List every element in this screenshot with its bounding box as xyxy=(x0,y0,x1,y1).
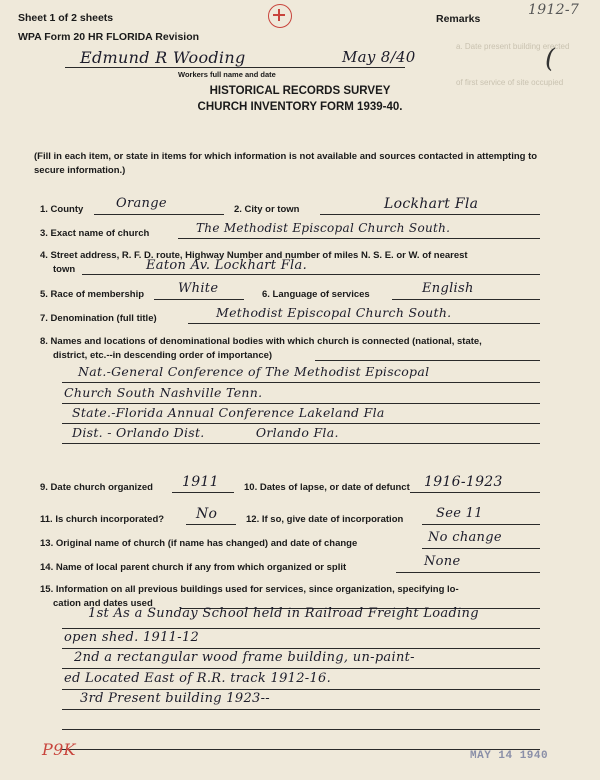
buildings-line-1: 1st As a Sunday School held in Railroad Freight Loading xyxy=(88,606,479,621)
denomination-label: 7. Denomination (full title) xyxy=(40,313,157,324)
buildings-line-2: open shed. 1911-12 xyxy=(64,630,200,645)
city-label: 2. City or town xyxy=(234,204,300,215)
lapse-value: 1916-1923 xyxy=(424,474,503,490)
buildings-line-4: ed Located East of R.R. track 1912-16. xyxy=(64,671,332,686)
church-name-value: The Methodist Episcopal Church South. xyxy=(196,221,451,235)
street-value: Eaton Av. Lockhart Fla. xyxy=(146,258,307,273)
denomination-value: Methodist Episcopal Church South. xyxy=(216,305,452,320)
church-name-label: 3. Exact name of church xyxy=(40,228,150,239)
form-id: WPA Form 20 HR FLORIDA Revision xyxy=(18,31,200,43)
organized-value: 1911 xyxy=(182,474,219,490)
red-circle-mark xyxy=(268,4,292,28)
language-value: English xyxy=(422,281,474,296)
form-title: CHURCH INVENTORY FORM 1939-40. xyxy=(197,101,403,113)
county-value: Orange xyxy=(116,196,167,211)
remarks-heading: Remarks xyxy=(436,13,481,25)
received-date-stamp: MAY 14 1940 xyxy=(470,750,549,762)
buildings-label: 15. Information on all previous buildings used for services, since organization, specifying lo- xyxy=(40,584,459,595)
parent-label: 14. Name of local parent church if any from which organized or split xyxy=(40,562,347,573)
corner-note: 1912-7 xyxy=(528,2,580,18)
incorporated-label: 11. Is church incorporated? xyxy=(40,514,165,525)
signature-line xyxy=(65,67,405,68)
sheet-count: Sheet 1 of 2 sheets xyxy=(18,12,114,24)
street-label-town: town xyxy=(53,264,76,275)
bodies-label-2: district, etc.--in descending order of importance) xyxy=(53,350,273,361)
buildings-line-3: 2nd a rectangular wood frame building, un-paint- xyxy=(74,650,415,665)
remarks-mark: ( xyxy=(545,44,556,74)
worker-date: May 8/40 xyxy=(342,48,416,66)
race-label: 5. Race of membership xyxy=(40,289,145,300)
lapse-label: 10. Dates of lapse, or date of defunct xyxy=(244,482,410,493)
worker-label: Workers full name and date xyxy=(178,70,276,79)
bodies-line-2: Church South Nashville Tenn. xyxy=(64,385,263,400)
organized-label: 9. Date church organized xyxy=(40,482,153,493)
instructions: (Fill in each item, or state in items for which information is not available and sources contacted in attempting to secure information.) xyxy=(34,151,538,176)
incorporated-value: No xyxy=(196,506,218,522)
worker-signature: Edmund R Wooding xyxy=(80,48,246,67)
red-pencil-mark: P9K xyxy=(42,740,76,759)
bodies-line-3: State.-Florida Annual Conference Lakeland Fla xyxy=(72,405,385,420)
incorp-date-value: See 11 xyxy=(436,506,483,521)
language-label: 6. Language of services xyxy=(262,289,370,300)
street-label: 4. Street address, R. F. D. route, Highway Number and number of miles N. S. E. or W. of nearest xyxy=(40,250,468,261)
document-page: Sheet 1 of 2 sheets WPA Form 20 HR FLORIDA Revision Remarks 1912-7 ( Edmund R Wooding May 8/40 Workers full name and date HISTORICAL RECORDS SURVEY CHURCH INVENTORY FORM 1939-40. a. Date present building erected of first service of site occupied (Fill in each item, or state in items for which information is not available and sources contacted in attempting to secure information.) 1. County Orange 2. City or town Lockhart Fla 3. Exact name of church The Methodist Episcopal Church South. 4. Street address, R. F. D. route, Highway Number and number of miles N. S. E. or W. of nearest town Eaton Av. Lockhart Fla. 5. Race of membership White 6. Language of services English 7. Denomination (full title) Methodist Episcopal Church South. 8. Names and locations of denominational bodies with which church is connected (national, state, district, etc.--in descending order of importance) Nat.-General Conference of The Methodist Episcopal Church South Nashville Tenn. State.-Florida Annual Conference Lakeland Fla Dist. - Orlando Dist. Orlando Fla. 9. Date church organized 1911 10. Dates of lapse, or date of defunct 1916-1923 11. Is church incorporated? No 12. If so, give date of incorporation See 11 13. Original name of church (if name has changed) and date of change No change 14. Name of local parent church if any from which organized or split None 15. Information on all previous buildings used for services, since organization, specifying lo- cation and dates used 1st As a Sunday School held in Railroad Freight Loading open shed. 1911-12 2nd a rectangular wood frame building, un-paint- ed Located East of R.R. track 1912-16. 3rd Present building 1923-- P9K MAY 14 1940 xyxy=(0,0,600,780)
bodies-line-1: Nat.-General Conference of The Methodist Episcopal xyxy=(78,364,430,379)
county-label: 1. County xyxy=(40,204,84,215)
original-name-value: No change xyxy=(428,530,502,545)
original-name-label: 13. Original name of church (if name has changed) and date of change xyxy=(40,538,358,549)
incorp-date-label: 12. If so, give date of incorporation xyxy=(246,514,404,525)
bodies-line-4: Dist. - Orlando Dist. Orlando Fla. xyxy=(72,425,339,440)
survey-title: HISTORICAL RECORDS SURVEY xyxy=(209,85,391,97)
parent-value: None xyxy=(424,554,461,569)
buildings-label-2: cation and dates used xyxy=(53,598,153,609)
race-value: White xyxy=(178,281,219,296)
bodies-label: 8. Names and locations of denominational bodies with which church is connected (national, state, xyxy=(40,336,482,347)
city-value: Lockhart Fla xyxy=(384,196,479,212)
buildings-line-5: 3rd Present building 1923-- xyxy=(80,691,270,706)
